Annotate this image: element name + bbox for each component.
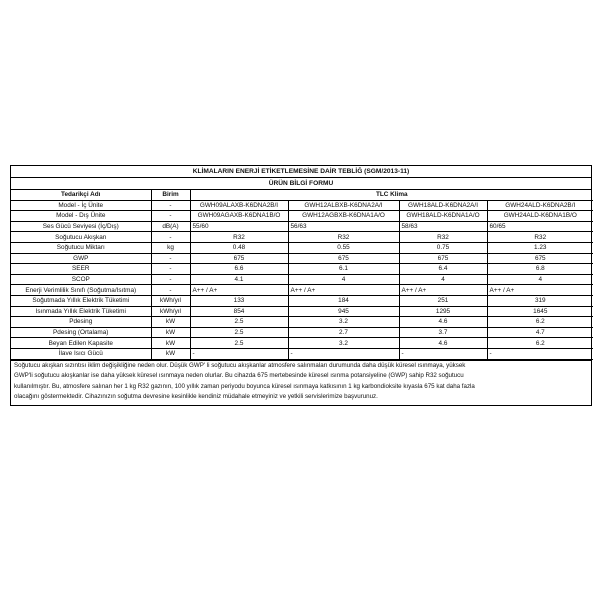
row-unit: kW: [151, 327, 190, 338]
table-row: [11, 317, 593, 328]
value-cell: 0.48: [190, 242, 288, 253]
row-label: Pdesing: [11, 317, 151, 328]
value-cell: GWH18ALD-K6DNA1A/O: [399, 211, 487, 222]
value-cell: 0.55: [288, 242, 399, 253]
row-label: Soğutmada Yıllık Elektrik Tüketimi: [11, 295, 151, 306]
value-cell: 675: [399, 253, 487, 264]
value-cell: GWH18ALD-K6DNA2A/I: [399, 200, 487, 211]
row-label: Enerji Verimlilik Sınıfı (Soğutma/Isıtma): [11, 285, 151, 296]
note-line: GWP'li soğutucu akışkanlar ise daha yüksek küresel ısınmaya neden olurlar. Bu cihazda 675 mertebesinde küresel ısınma potansiyeline (GWP) sahip R32 soğutucu: [14, 372, 464, 380]
value-cell: R32: [399, 232, 487, 243]
value-cell: 3.2: [288, 338, 399, 349]
unit-label: Birim: [151, 190, 190, 200]
value-cell: 1295: [399, 306, 487, 317]
row-unit: -: [151, 200, 190, 211]
table-row: [11, 348, 593, 359]
row-unit: dB(A): [151, 221, 190, 232]
value-cell: A++ / A+: [190, 285, 288, 296]
value-cell: 4.7: [487, 327, 593, 338]
value-cell: 6.1: [288, 264, 399, 275]
value-cell: 854: [190, 306, 288, 317]
sheet-subtitle: ÜRÜN BİLGİ FORMU: [11, 178, 591, 190]
value-cell: 6.6: [190, 264, 288, 275]
value-cell: 4: [288, 274, 399, 285]
value-cell: R32: [487, 232, 593, 243]
value-cell: 6.2: [487, 338, 593, 349]
row-unit: -: [151, 211, 190, 222]
row-unit: -: [151, 285, 190, 296]
value-cell: 1645: [487, 306, 593, 317]
table-row: [11, 211, 593, 222]
value-cell: A++ / A+: [399, 285, 487, 296]
row-label: Soğutucu Akışkan: [11, 232, 151, 243]
table-row: [11, 242, 593, 253]
row-label: Model - İç Ünite: [11, 200, 151, 211]
table-row: [11, 253, 593, 264]
value-cell: 2.7: [288, 327, 399, 338]
note-line: Soğutucu akışkan sızıntısı iklim değişikliğine neden olur. Düşük GWP' li soğutucu akışkanlar atmosfere salınmaları durumunda daha düşük küresel ısınmaya, yüksek: [14, 361, 466, 369]
table-header-row: [11, 190, 593, 200]
value-cell: 6.8: [487, 264, 593, 275]
value-cell: 6.4: [399, 264, 487, 275]
value-cell: GWH24ALD-K6DNA2B/I: [487, 200, 593, 211]
table-row: [11, 221, 593, 232]
value-cell: 1.23: [487, 242, 593, 253]
value-cell: GWH12AGBXB-K6DNA1A/O: [288, 211, 399, 222]
value-cell: 2.5: [190, 327, 288, 338]
value-cell: 56/63: [288, 221, 399, 232]
value-cell: 58/63: [399, 221, 487, 232]
value-cell: 2.5: [190, 338, 288, 349]
value-cell: 184: [288, 295, 399, 306]
table-row: [11, 232, 593, 243]
value-cell: 0.75: [399, 242, 487, 253]
value-cell: 3.2: [288, 317, 399, 328]
table-row: [11, 264, 593, 275]
value-cell: R32: [190, 232, 288, 243]
row-label: Ses Gücü Seviyesi (İç/Dış): [11, 221, 151, 232]
value-cell: 675: [288, 253, 399, 264]
value-cell: 4.6: [399, 338, 487, 349]
table-row: [11, 285, 593, 296]
row-unit: -: [151, 253, 190, 264]
value-cell: GWH12ALBXB-K6DNA2A/I: [288, 200, 399, 211]
value-cell: 3.7: [399, 327, 487, 338]
value-cell: GWH09AGAXB-K6DNA1B/O: [190, 211, 288, 222]
supplier-label: Tedarikçi Adı: [11, 190, 151, 200]
value-cell: 60/65: [487, 221, 593, 232]
value-cell: 2.5: [190, 317, 288, 328]
note-line: kullanılmıştır. Bu, atmosfere salınan her 1 kg R32 gazının, 100 yıllık zaman periyodu boyunca küresel ısınmaya katkısının 1 kg karbondioksite kıyasla 675 kat daha fazla: [14, 382, 475, 390]
value-cell: -: [190, 348, 288, 359]
sheet-title: KLİMALARIN ENERJİ ETİKETLEMESİNE DAİR TEBLİĞ (SGM/2013-11): [11, 166, 591, 178]
row-label: Beyan Edilen Kapasite: [11, 338, 151, 349]
value-cell: -: [399, 348, 487, 359]
product-info-sheet: [10, 165, 592, 406]
value-cell: GWH09ALAXB-K6DNA2B/I: [190, 200, 288, 211]
value-cell: 251: [399, 295, 487, 306]
spec-table: [11, 190, 593, 360]
note-line: olacağını göstermektedir. Cihazınızın soğutma devresine kesinlikle kendiniz müdahale etmeyiniz ve yetkili servislerimize başvurunuz.: [14, 393, 378, 401]
value-cell: -: [288, 348, 399, 359]
row-label: Soğutucu Miktarı: [11, 242, 151, 253]
refrigerant-warning-note: [11, 360, 591, 405]
table-row: [11, 274, 593, 285]
value-cell: 675: [487, 253, 593, 264]
row-label: Pdesing (Ortalama): [11, 327, 151, 338]
value-cell: R32: [288, 232, 399, 243]
row-unit: kWh/yıl: [151, 295, 190, 306]
table-row: [11, 200, 593, 211]
row-unit: kW: [151, 338, 190, 349]
value-cell: 4.1: [190, 274, 288, 285]
row-label: Isınmada Yıllık Elektrik Tüketimi: [11, 306, 151, 317]
value-cell: 133: [190, 295, 288, 306]
row-unit: -: [151, 274, 190, 285]
row-label: İlave Isıcı Gücü: [11, 348, 151, 359]
value-cell: A++ / A+: [288, 285, 399, 296]
row-label: SCOP: [11, 274, 151, 285]
value-cell: 4: [487, 274, 593, 285]
row-unit: -: [151, 232, 190, 243]
table-row: [11, 306, 593, 317]
row-unit: kg: [151, 242, 190, 253]
value-cell: 4: [399, 274, 487, 285]
value-cell: 945: [288, 306, 399, 317]
value-cell: 6.2: [487, 317, 593, 328]
row-unit: kW: [151, 348, 190, 359]
table-row: [11, 338, 593, 349]
row-unit: kWh/yıl: [151, 306, 190, 317]
table-row: [11, 295, 593, 306]
value-cell: -: [487, 348, 593, 359]
row-label: GWP: [11, 253, 151, 264]
row-unit: -: [151, 264, 190, 275]
row-label: Model - Dış Ünite: [11, 211, 151, 222]
table-row: [11, 327, 593, 338]
value-cell: 4.6: [399, 317, 487, 328]
value-cell: 675: [190, 253, 288, 264]
value-cell: 55/60: [190, 221, 288, 232]
row-label: SEER: [11, 264, 151, 275]
value-cell: GWH24ALD-K6DNA1B/O: [487, 211, 593, 222]
value-cell: A++ / A+: [487, 285, 593, 296]
value-cell: 319: [487, 295, 593, 306]
brand-name: TLC Klima: [190, 190, 593, 200]
row-unit: kW: [151, 317, 190, 328]
